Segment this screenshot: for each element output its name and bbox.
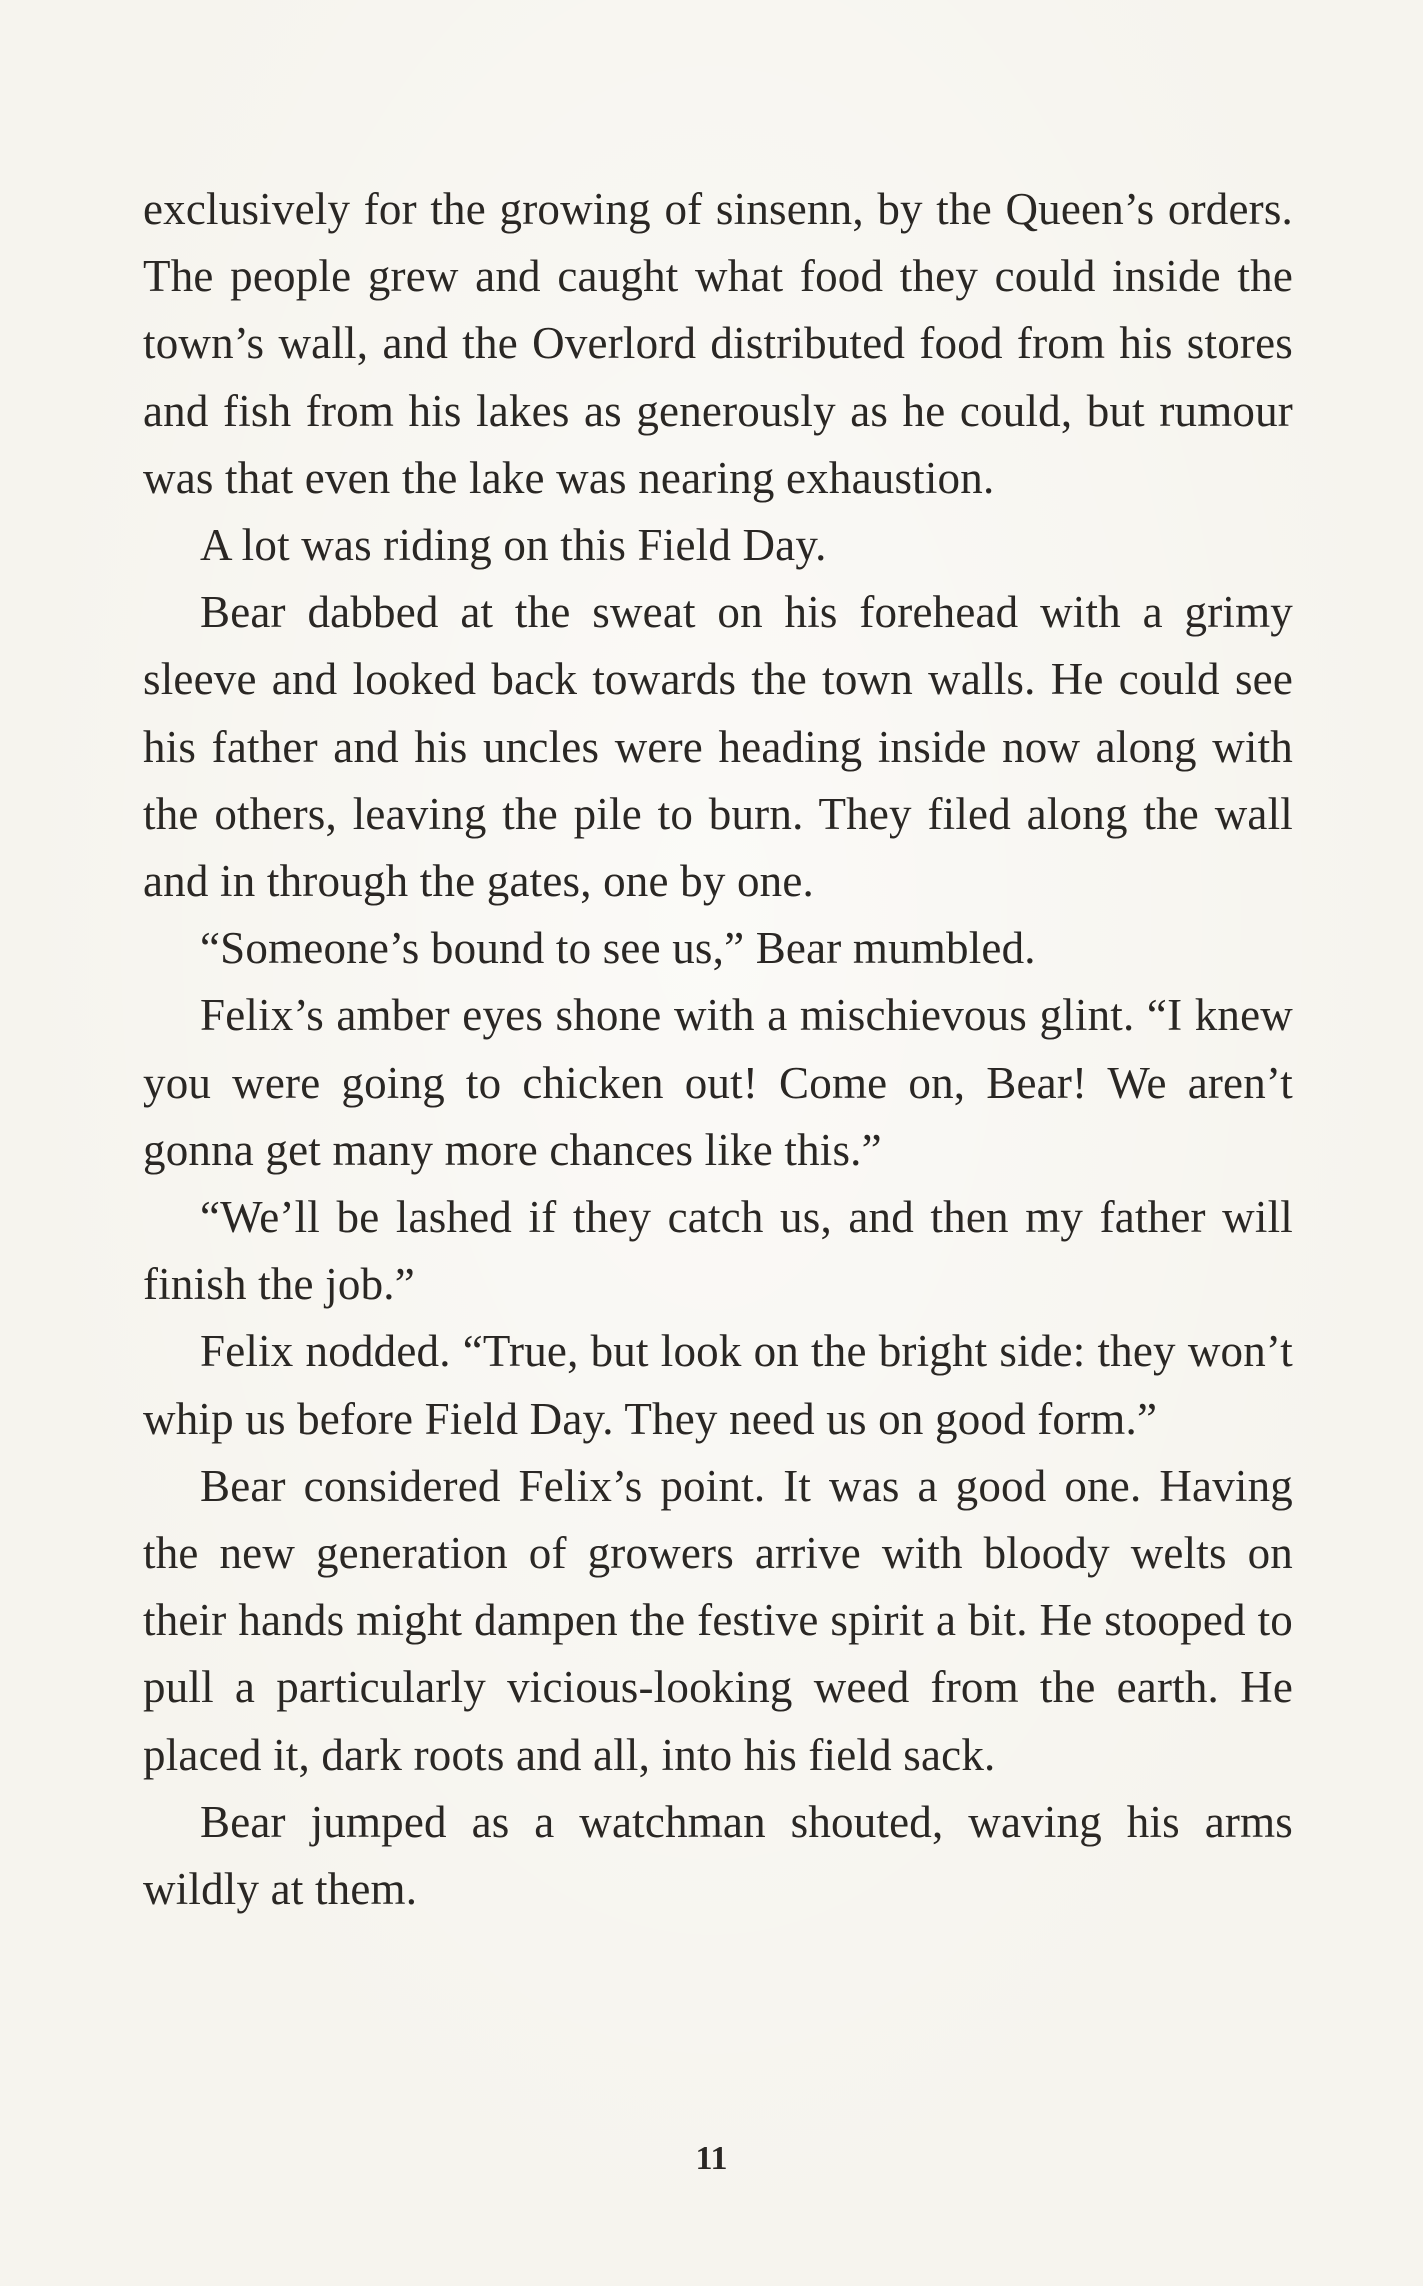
paragraph-4: “Someone’s bound to see us,” Bear mumbled. (200, 923, 1036, 974)
paragraph-6: “We’ll be lashed if they catch us, and then my father will finish the job.” (143, 1192, 1293, 1310)
paragraph-3: Bear dabbed at the sweat on his forehead with a grimy sleeve and looked back towards the town walls. He could see his father and his uncles were heading inside now along with the others, leaving the pile to burn. They filed along the wall and in through the gates, one by one. (143, 587, 1293, 907)
paragraph-2: A lot was riding on this Field Day. (200, 520, 827, 571)
body-text (143, 176, 1293, 1923)
page-number: 11 (695, 2140, 728, 2177)
paragraph-1: exclusively for the growing of sinsenn, by the Queen’s orders. The people grew and caught what food they could inside the town’s wall, and the Overlord distributed food from his stores and fish from his lakes as generously as he could, but rumour was that even the lake was nearing exhaustion. (143, 184, 1293, 503)
paragraph-7: Felix nodded. “True, but look on the bright side: they won’t whip us before Field Day. They need us on good form.” (143, 1326, 1293, 1444)
paragraph-5: Felix’s amber eyes shone with a mischievous glint. “I knew you were going to chicken out! Come on, Bear! We aren’t gonna get many more chances like this.” (143, 990, 1293, 1175)
paragraph-8: Bear considered Felix’s point. It was a good one. Having the new generation of growers arrive with bloody welts on their hands might dampen the festive spirit a bit. He stooped to pull a particularly vicious-looking weed from the earth. He placed it, dark roots and all, into his field sack. (143, 1460, 1293, 1780)
paragraph-9: Bear jumped as a watchman shouted, waving his arms wildly at them. (143, 1796, 1293, 1915)
